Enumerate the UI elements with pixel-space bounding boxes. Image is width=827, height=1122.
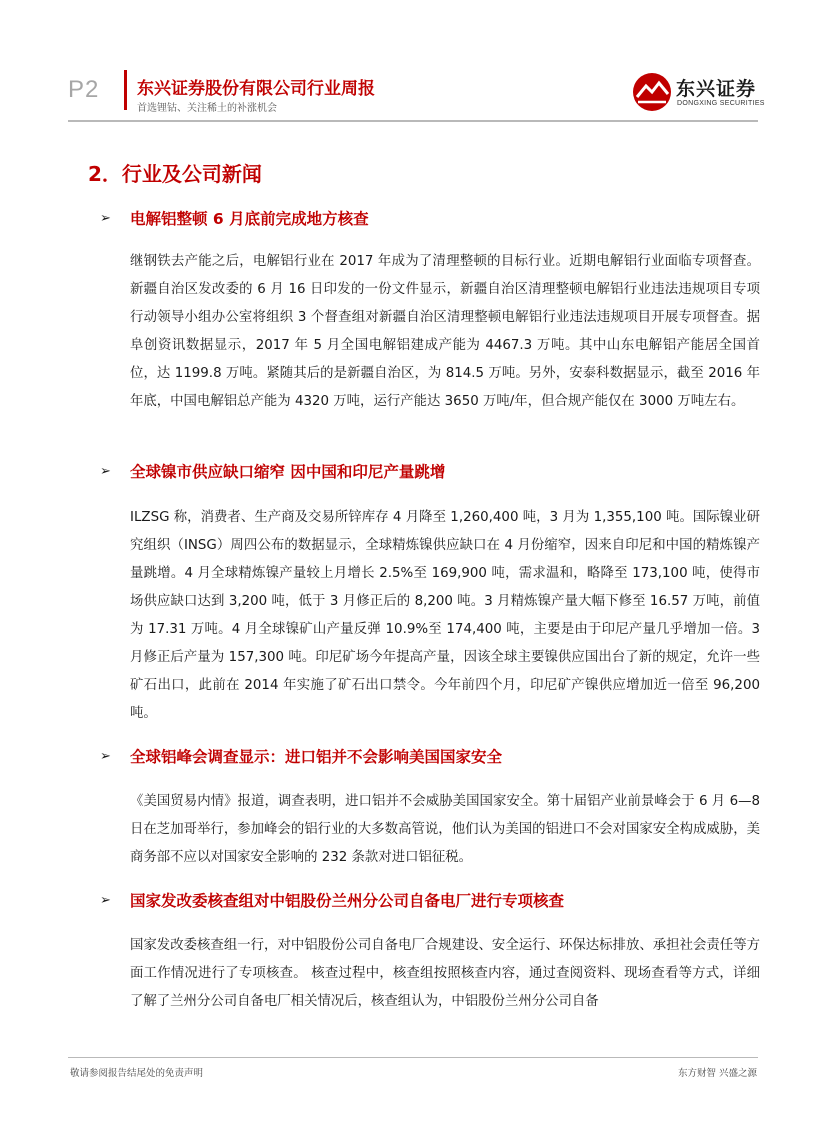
news-item-1-heading (100, 207, 369, 229)
arrow-bullet-icon: ➢ (100, 463, 111, 479)
page-number: P2 (68, 76, 100, 103)
company-logo (632, 70, 765, 116)
logo-text-en: DONGXING SECURITIES (677, 100, 765, 107)
arrow-bullet-icon: ➢ (100, 748, 111, 764)
news-item-4-heading (100, 889, 564, 911)
arrow-bullet-icon: ➢ (100, 892, 111, 908)
section-title: 2．行业及公司新闻 (88, 162, 262, 186)
news-item-2-heading (100, 460, 445, 482)
news-item-title: 电解铝整顿 6 月底前完成地方核查 (130, 210, 369, 228)
header-divider (124, 70, 127, 110)
report-title: 东兴证券股份有限公司行业周报 (137, 79, 375, 99)
news-item-body: 继钢铁去产能之后，电解铝行业在 2017 年成为了清理整顿的目标行业。近期电解铝行业面临专项督查。新疆自治区发改委的 6 月 16 日印发的一份文件显示，新疆自治区清理整顿电解铝行业违法违规项目专项行动领导小组办公室将组织 3 个督查组对新疆自治区清理整顿电解铝行业违法违规项目开展专项督查。据阜创资讯数据显示，2017 年 5 月全国电解铝建成产能为 4467.3 万吨。其中山东电解铝产能居全国首位，达 1199.8 万吨。紧随其后的是新疆自治区，为 814.5 万吨。另外，安泰科数据显示，截至 2016 年年底，中国电解铝总产能为 4320 万吨，运行产能达 3650 万吨/年，但合规产能仅在 3000 万吨左右。 (130, 254, 760, 409)
news-item-title: 全球铝峰会调查显示：进口铝并不会影响美国国家安全 (130, 748, 503, 766)
footer-rule (68, 1057, 758, 1058)
news-item-title: 全球镍市供应缺口缩窄 因中国和印尼产量跳增 (130, 463, 446, 481)
news-item-body: 国家发改委核查组一行，对中铝股份公司自备电厂合规建设、安全运行、环保达标排放、承担社会责任等方面工作情况进行了专项核查。 核查过程中，核查组按照核查内容，通过查阅资料、现场查看等方式，详细了解了兰州分公司自备电厂相关情况后，核查组认为，中铝股份兰州分公司自备 (130, 938, 760, 1009)
news-item-body: 《美国贸易内情》报道，调查表明，进口铝并不会威胁美国国家安全。第十届铝产业前景峰会于 6 月 6—8 日在芝加哥举行，参加峰会的铝行业的大多数高管说，他们认为美国的铝进口不会对国家安全构成威胁，美商务部不应以对国家安全影响的 232 条款对进口铝征税。 (130, 794, 760, 865)
report-subtitle: 首选锂钴、关注稀土的补涨机会 (137, 103, 277, 114)
news-item-title: 国家发改委核查组对中铝股份兰州分公司自备电厂进行专项核查 (130, 892, 565, 910)
arrow-bullet-icon: ➢ (100, 210, 111, 226)
header-rule (68, 120, 758, 122)
logo-mark-icon (632, 72, 672, 112)
news-item-body: ILZSG 称，消费者、生产商及交易所锌库存 4 月降至 1,260,400 吨，3 月为 1,355,100 吨。国际镍业研究组织（INSG）周四公布的数据显示，全球精炼镍供应缺口在 4 月份缩窄，因来自印尼和中国的精炼镍产量跳增。4 月全球精炼镍产量较上月增长 2.5%至 169,900 吨，需求温和，略降至 173,100 吨，使得市场供应缺口达到 3,200 吨，低于 3 月修正后的 8,200 吨。3 月精炼镍产量大幅下修至 16.57 万吨，前值为 17.31 万吨。4 月全球镍矿山产量反弹 10.9%至 174,400 吨，主要是由于印尼产量几乎增加一倍。3 月修正后产量为 157,300 吨。印尼矿场今年提高产量，因该全球主要镍供应国出台了新的规定，允许一些矿石出口，此前在 2014 年实施了矿石出口禁令。今年前四个月，印尼矿产镍供应增加近一倍至 96,200 吨。 (130, 510, 760, 721)
news-item-3-heading (100, 745, 502, 767)
footer-disclaimer: 敬请参阅报告结尾处的免责声明 (70, 1068, 204, 1079)
logo-text-cn: 东兴证券 (676, 78, 757, 100)
footer-slogan: 东方财智 兴盛之源 (677, 1068, 757, 1079)
